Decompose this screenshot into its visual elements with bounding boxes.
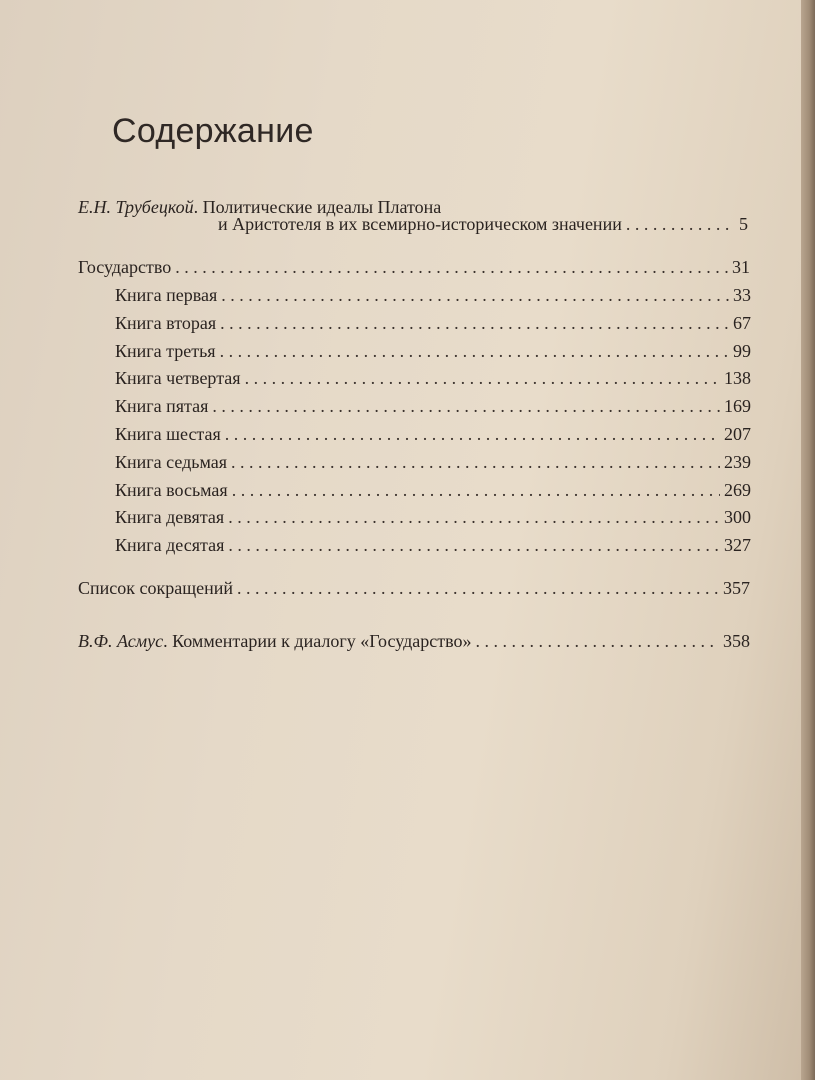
toc-title: Книга первая: [115, 285, 218, 305]
toc-entry-book: [115, 368, 751, 389]
toc-page-number: 33: [733, 285, 751, 305]
toc-title: Книга восьмая: [115, 480, 228, 500]
toc-page-number: 169: [724, 396, 751, 416]
toc-leader-dots: [221, 285, 729, 306]
toc-entry-book: [115, 507, 751, 528]
toc-page-number: 357: [723, 578, 750, 598]
toc-title: Книга седьмая: [115, 452, 228, 472]
page-title: Содержание: [112, 112, 314, 150]
toc-entry-asmus: [78, 631, 750, 652]
toc-entry-book: [115, 341, 751, 362]
toc-author: В.Ф. Асмус: [78, 631, 164, 651]
toc-title: Государство: [78, 257, 172, 277]
toc-title: Книга десятая: [115, 535, 225, 555]
toc-entry-book: [115, 285, 751, 306]
toc-leader-dots: [237, 578, 719, 599]
toc-title: Книга девятая: [115, 507, 225, 527]
toc-entry-book: [115, 480, 751, 501]
toc-entry-trubetskoy-line2: [218, 214, 748, 235]
toc-entry-book: [115, 313, 751, 334]
toc-page-number: 269: [724, 480, 751, 500]
toc-title: . Комментарии к диалогу «Государство»: [163, 631, 472, 651]
toc-title: Книга четвертая: [115, 368, 241, 388]
toc-page-number: 239: [724, 452, 751, 472]
toc-title: Список сокращений: [78, 578, 233, 598]
toc-title: Книга пятая: [115, 396, 209, 416]
toc-leader-dots: [626, 214, 735, 235]
toc-leader-dots: [212, 396, 720, 417]
toc-page-number: 300: [724, 507, 751, 527]
toc-title: . Политические идеалы Платона: [193, 197, 442, 217]
toc-page-number: 67: [733, 313, 751, 333]
toc-leader-dots: [476, 631, 720, 652]
toc-page-number: 31: [732, 257, 750, 277]
toc-leader-dots: [220, 313, 729, 334]
toc-leader-dots: [175, 257, 728, 278]
toc-leader-dots: [232, 480, 720, 501]
toc-entry-book: [115, 424, 751, 445]
toc-entry-abbreviations: [78, 578, 750, 599]
toc-leader-dots: [228, 535, 720, 556]
toc-title: Книга вторая: [115, 313, 217, 333]
toc-page-number: 327: [724, 535, 751, 555]
toc-leader-dots: [231, 452, 720, 473]
toc-entry-gosudarstvo: [78, 257, 750, 278]
toc-author: Е.Н. Трубецкой: [78, 197, 194, 217]
toc-title: и Аристотеля в их всемирно-историческом значении: [218, 214, 622, 234]
toc-entry-book: [115, 396, 751, 417]
toc-page-number: 99: [733, 341, 751, 361]
toc-page-number: 138: [724, 368, 751, 388]
toc-entry-book: [115, 452, 751, 473]
toc-entry-book: [115, 535, 751, 556]
toc-page-number: 5: [739, 214, 748, 234]
toc-page-number: 207: [724, 424, 751, 444]
toc-leader-dots: [225, 424, 720, 445]
toc-page-number: 358: [723, 631, 750, 651]
toc-leader-dots: [220, 341, 729, 362]
toc-title: Книга третья: [115, 341, 216, 361]
toc-title: Книга шестая: [115, 424, 221, 444]
toc-leader-dots: [228, 507, 720, 528]
toc-leader-dots: [245, 368, 720, 389]
